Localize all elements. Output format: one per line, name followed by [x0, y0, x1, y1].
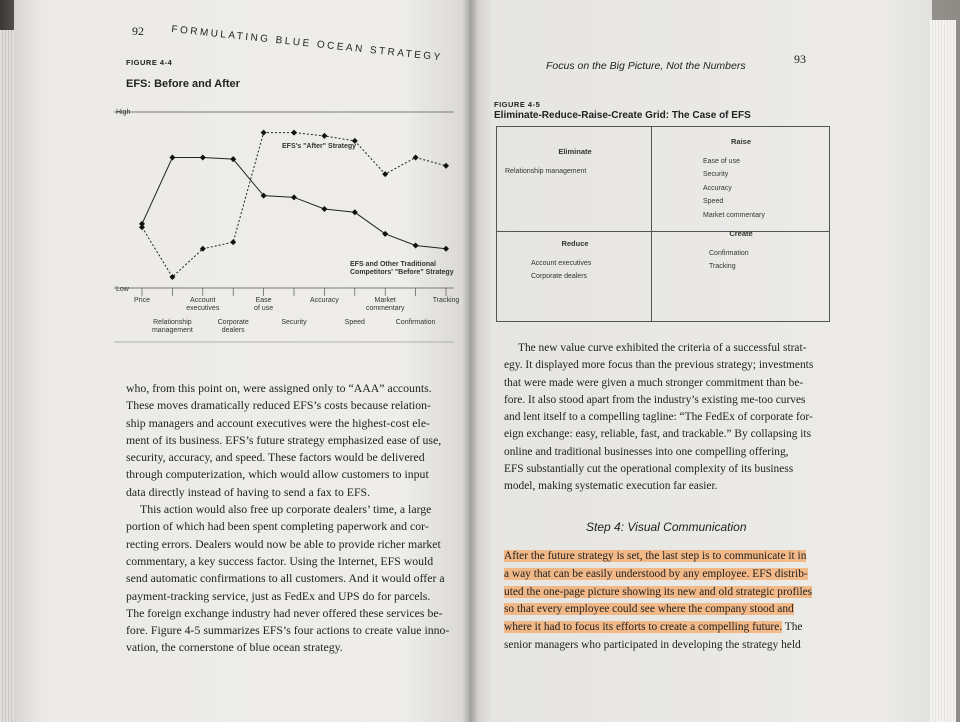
- reduce-item: Account executives: [531, 259, 592, 267]
- body-line: model, making systematic execution far easier.: [504, 480, 718, 493]
- running-head-right: Focus on the Big Picture, Not the Numbers: [546, 60, 746, 72]
- eliminate-heading: Eliminate: [558, 147, 592, 156]
- create-item: Confirmation: [709, 249, 749, 257]
- x-axis-label: [396, 319, 436, 326]
- raise-heading: Raise: [730, 137, 751, 146]
- x-axis-label: [433, 297, 460, 304]
- data-point: [382, 171, 388, 177]
- body-line: through computerization, which would allow customers to input: [126, 467, 429, 482]
- errc-grid: [496, 126, 830, 322]
- data-point: [413, 155, 419, 161]
- series-line-0: [142, 158, 446, 249]
- x-axis-label-line: commentary: [365, 305, 405, 312]
- x-axis-label-line: dealers: [221, 327, 245, 334]
- body-line: data directly instead of having to send a fax to EFS.: [126, 484, 371, 499]
- x-axis-label: [366, 297, 405, 312]
- body-line: portion of which had been spent completing paperwork and cor-: [126, 519, 429, 534]
- book-gutter: [462, 0, 478, 722]
- grid-cell-eliminate: [505, 145, 645, 178]
- x-axis-label: [310, 297, 339, 304]
- eliminate-item: Relationship management: [505, 167, 587, 175]
- create-heading: Create: [729, 229, 753, 238]
- body-line: ship managers and account executives were the highest-cost ele-: [126, 415, 430, 430]
- x-axis-label: [152, 319, 193, 334]
- legend-label-before: [350, 261, 454, 276]
- body-line: fore. Figure 4-5 summarizes EFS’s four actions to create value inno-: [126, 623, 450, 638]
- body-line: This action would also free up corporate dealers’ time, a large: [140, 502, 432, 517]
- x-axis-label-line: Ease: [255, 297, 272, 304]
- x-axis-label: [134, 297, 150, 304]
- data-point: [321, 133, 327, 139]
- raise-item: Security: [703, 171, 729, 178]
- highlighted-line: After the future strategy is set, the last step is to communicate it in: [504, 550, 807, 562]
- body-line: who, from this point on, were assigned only to “AAA” accounts.: [126, 381, 432, 395]
- right-body-text: [504, 340, 856, 496]
- x-axis-label-line: Speed: [344, 319, 365, 326]
- body-line: security, accuracy, and speed. These factors would be delivered: [126, 450, 425, 465]
- grid-cell-reduce: [505, 237, 645, 284]
- x-axis-label: [254, 297, 273, 312]
- body-line: online and traditional businesses into one compelling offering,: [504, 445, 789, 458]
- raise-item: Accuracy: [703, 184, 732, 192]
- legend-label-line: EFS and Other Traditional: [350, 261, 436, 268]
- x-axis-label-line: Price: [134, 297, 150, 304]
- legend-label-after: EFS's "After" Strategy: [282, 143, 357, 150]
- strategy-canvas-chart: [114, 106, 464, 366]
- body-line: senior managers who participated in developing the strategy held: [504, 638, 801, 651]
- reduce-item: Corporate dealers: [531, 273, 588, 280]
- figure-4-5-label: FIGURE 4-5: [494, 100, 541, 109]
- data-point: [443, 163, 449, 169]
- x-axis-label: [345, 319, 365, 326]
- x-axis-label-line: of use: [254, 305, 274, 312]
- body-line: payment-tracking service, just as FedEx and UPS do for parcels.: [126, 588, 431, 603]
- highlighted-line: uted the one-page picture showing its new and old strategic profiles: [504, 585, 813, 598]
- highlighted-line: a way that can be easily understood by any employee. EFS distrib-: [504, 567, 808, 580]
- body-line: eign exchange: easy, reliable, fast, and trackable.” By collapsing its: [504, 428, 812, 441]
- figure-4-4-title: EFS: Before and After: [126, 78, 240, 90]
- body-line: These moves dramatically reduced EFS’s costs because relation-: [126, 398, 431, 413]
- highlighted-paragraph: [504, 548, 860, 655]
- figure-4-4-label: FIGURE 4-4: [126, 58, 173, 67]
- data-point: [139, 224, 145, 230]
- data-point: [230, 239, 236, 245]
- figure-4-5-title: Eliminate-Reduce-Raise-Create Grid: The Case of EFS: [494, 110, 751, 121]
- x-axis-label-line: Account: [190, 297, 216, 304]
- body-line: EFS substantially cut the operational complexity of its business: [504, 463, 794, 476]
- left-body-text: [126, 380, 462, 657]
- body-line: send automatic confirmations to all customers. And it would offer a: [126, 571, 445, 586]
- x-axis-label-line: Corporate: [217, 319, 249, 326]
- data-point: [321, 206, 327, 212]
- body-line: ment of its business. EFS’s future strategy emphasized ease of use,: [126, 432, 442, 447]
- body-line: recting errors. Dealers would now be able to provide richer market: [126, 536, 441, 551]
- body-line: egy. It displayed more focus than the previous strategy; investments: [504, 359, 814, 372]
- x-axis-label-line: Relationship: [153, 319, 192, 326]
- y-label-high: High: [116, 109, 131, 116]
- body-line: fore. It also stood apart from the industry’s existing me-too curves: [504, 393, 806, 406]
- body-line: commentary, a key success factor. Using the Internet, EFS would: [126, 553, 434, 568]
- line-tail: The: [782, 621, 803, 634]
- raise-item: Ease of use: [703, 157, 740, 165]
- series-line-1: [142, 133, 446, 277]
- x-axis-label: [218, 319, 249, 334]
- x-axis-label-line: Security: [281, 319, 307, 326]
- data-point: [443, 246, 449, 252]
- grid-cell-raise: [659, 135, 823, 222]
- running-head-left: FORMULATING BLUE OCEAN STRATEGY: [170, 24, 444, 64]
- x-axis-label-line: management: [151, 327, 193, 334]
- data-point: [169, 155, 175, 161]
- data-point: [291, 130, 297, 136]
- create-item: Tracking: [709, 263, 736, 270]
- data-point: [291, 194, 297, 200]
- x-axis-label-line: executives: [186, 305, 220, 312]
- data-point: [200, 155, 206, 161]
- x-axis-label: [186, 297, 220, 312]
- x-axis-label-line: Confirmation: [395, 319, 436, 326]
- x-axis-label: [281, 319, 307, 326]
- raise-item: Market commentary: [703, 211, 765, 219]
- grid-cell-create: [659, 227, 823, 274]
- right-page-edges: [930, 20, 956, 722]
- highlighted-line: so that every employee could see where the company stood and: [504, 603, 794, 616]
- body-line: and lent itself to a compelling tagline: “The FedEx of corporate for-: [504, 411, 813, 424]
- data-point: [261, 130, 267, 136]
- x-axis-label-line: Accuracy: [310, 297, 339, 304]
- page-number-right: 93: [794, 52, 806, 66]
- x-axis-label-line: Market: [374, 297, 396, 304]
- left-page-edges: [0, 30, 14, 722]
- step-4-heading: Step 4: Visual Communication: [586, 520, 747, 534]
- body-line: that were made were given a much stronger commitment than be-: [504, 376, 804, 389]
- body-line: vation, the cornerstone of blue ocean strategy.: [126, 640, 343, 655]
- left-page: [14, 0, 470, 722]
- reduce-heading: Reduce: [561, 239, 589, 248]
- raise-item: Speed: [703, 198, 724, 205]
- body-line: The new value curve exhibited the criteria of a successful strat-: [518, 342, 807, 354]
- data-point: [413, 242, 419, 248]
- legend-label-line: Competitors' "Before" Strategy: [350, 269, 454, 276]
- y-label-low: Low: [116, 286, 129, 293]
- grid-vertical-divider: [651, 127, 652, 321]
- page-number-left: 92: [132, 24, 144, 38]
- x-axis-label-line: Tracking: [432, 297, 460, 304]
- highlighted-line: where it had to focus its efforts to create a compelling future. The: [504, 621, 803, 634]
- body-line: The foreign exchange industry had never offered these services be-: [126, 605, 443, 620]
